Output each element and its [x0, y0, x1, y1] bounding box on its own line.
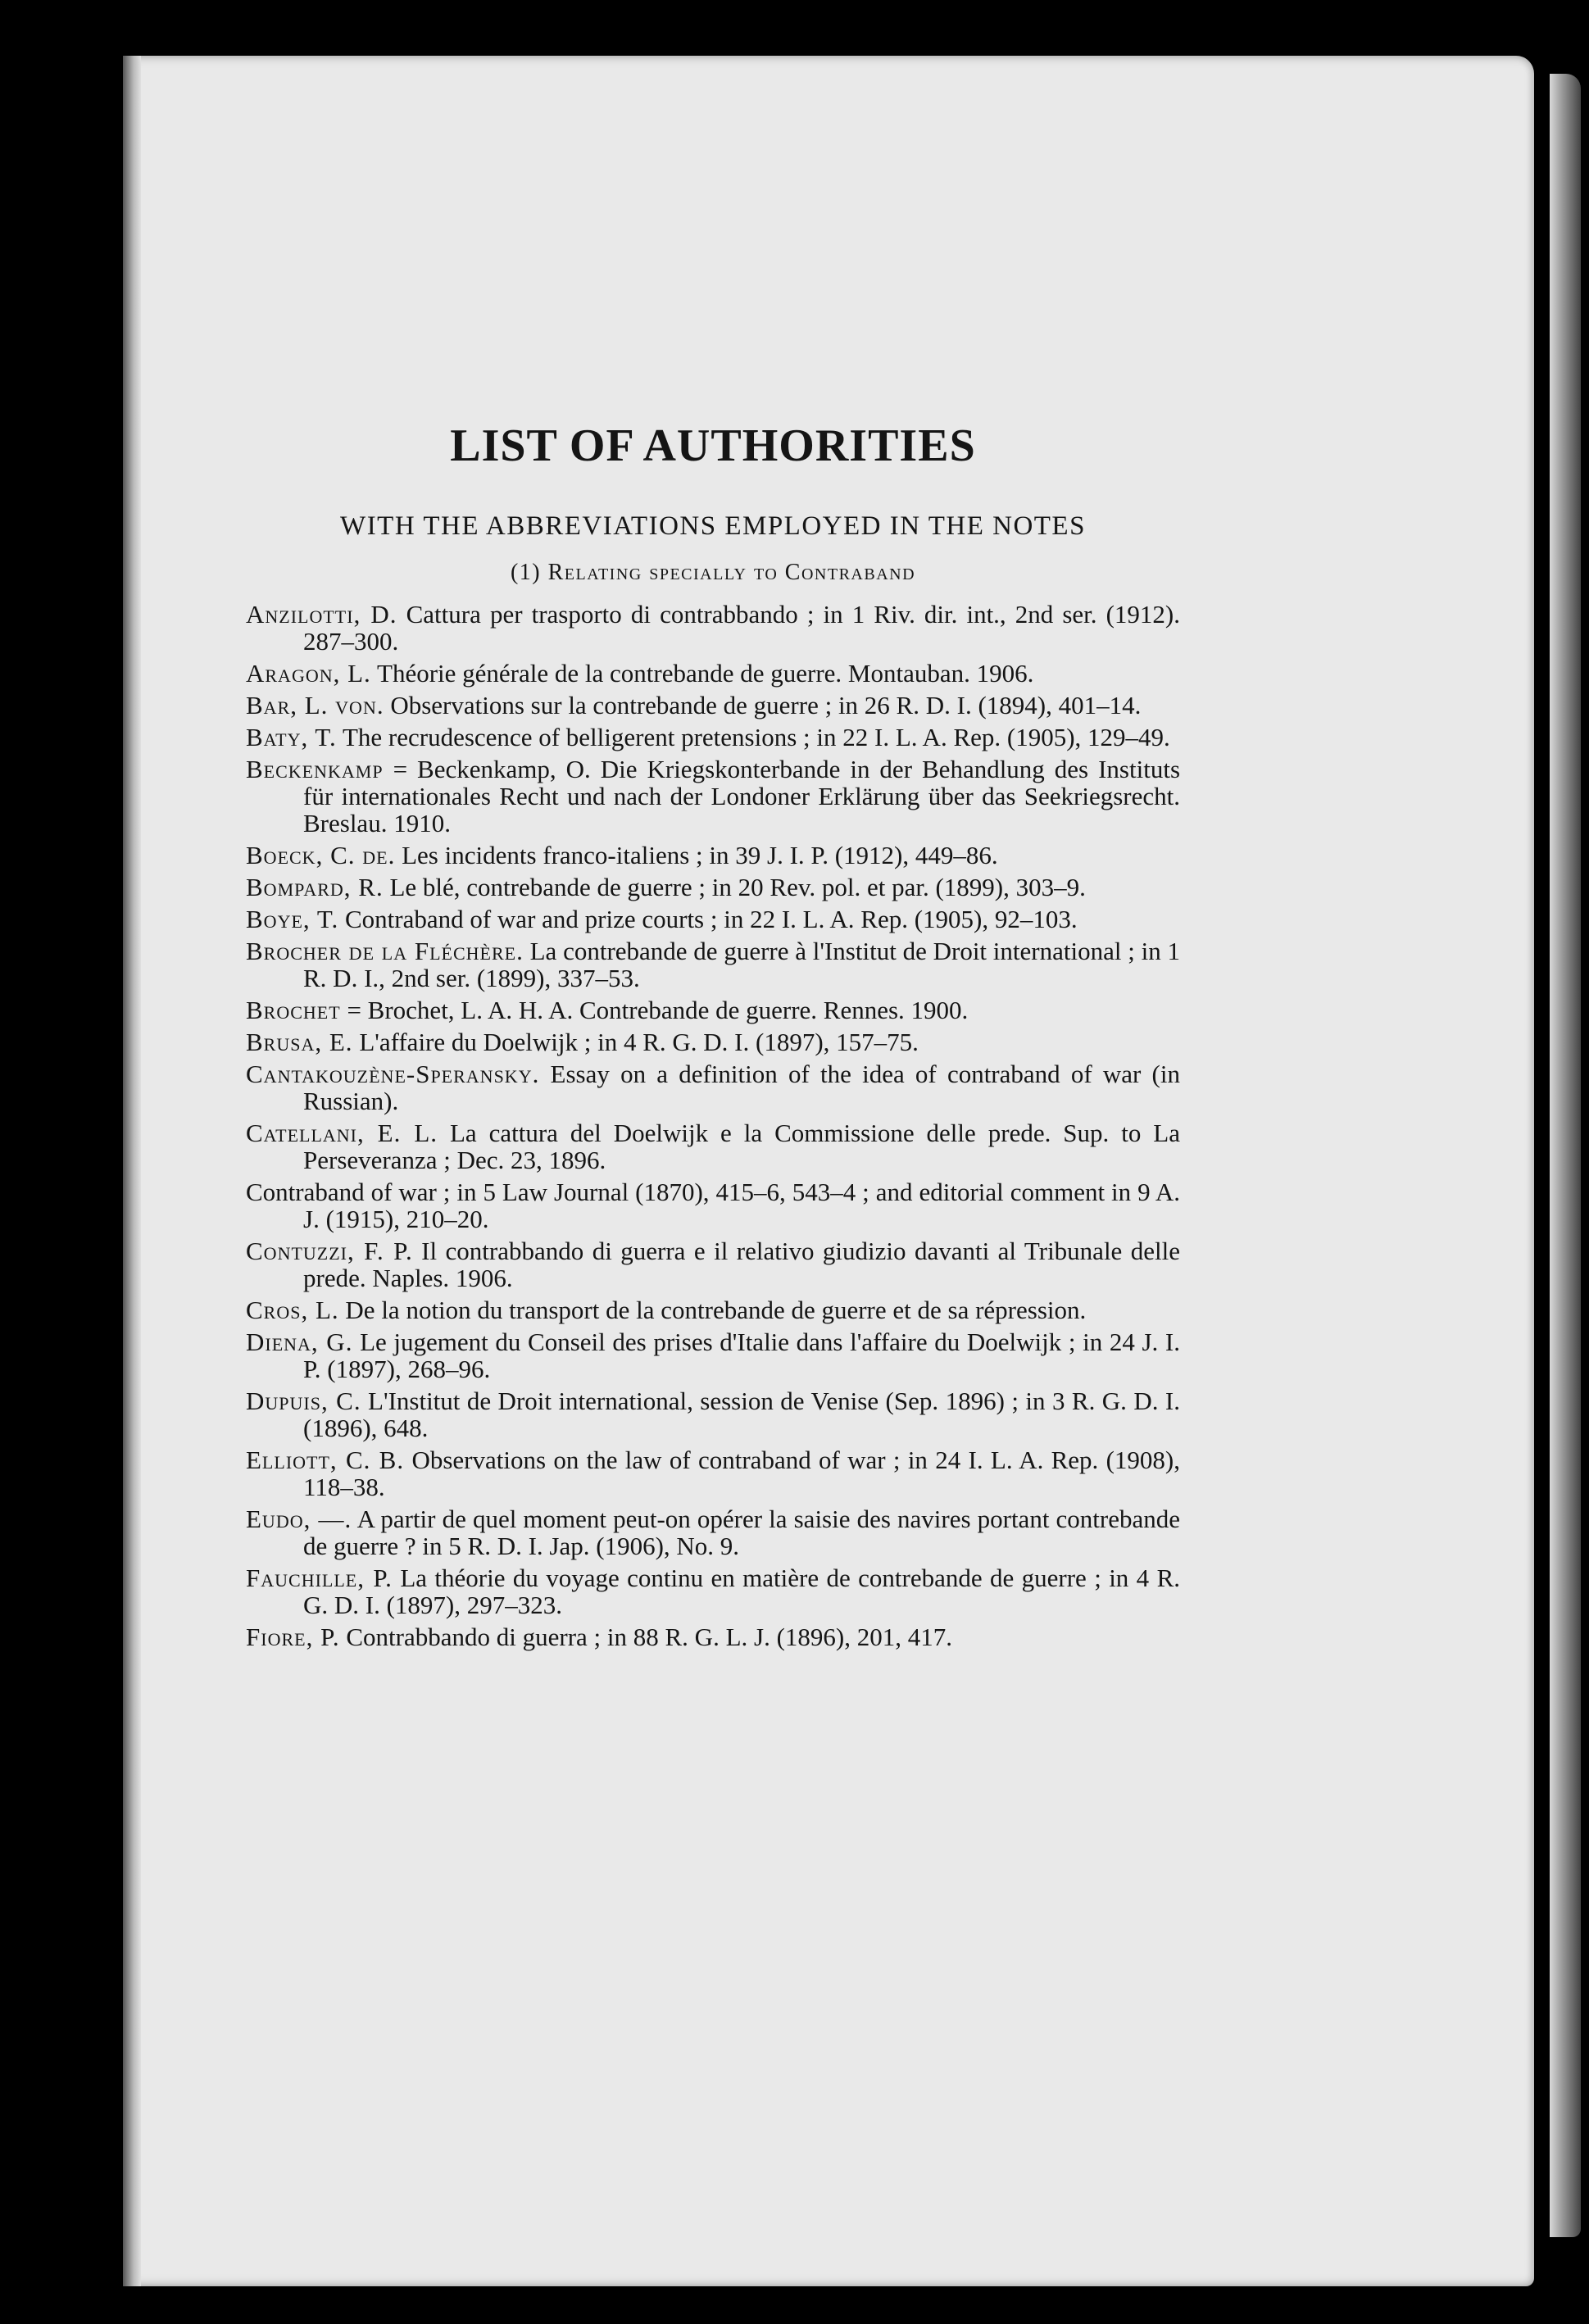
list-item	[246, 1446, 1180, 1500]
page-content	[246, 385, 1180, 1655]
page-title: LIST OF AUTHORITIES	[450, 420, 976, 471]
list-item	[246, 1564, 1180, 1618]
list-item	[246, 660, 1180, 687]
list-item	[246, 1119, 1180, 1173]
entry-text: = Beckenkamp, O. Die Kriegskonterbande in der Behandlung des Instituts für internationales Recht und nach der Londoner Erklärung über das Seekriegsrecht. Breslau. 1910.	[303, 755, 1181, 837]
entry-text: La contrebande de guerre à l'Institut de Droit international ; in 1 R. D. I., 2nd ser. (1899), 337–53.	[303, 937, 1180, 992]
list-item	[246, 1387, 1180, 1441]
entry-text: Théorie générale de la contrebande de guerre. Montauban. 1906.	[377, 659, 1034, 688]
entry-author: Aragon, L.	[246, 659, 371, 688]
entry-author: Brocher de la Fléchère.	[246, 937, 524, 965]
book-edge	[1550, 74, 1581, 2237]
list-item	[246, 724, 1180, 751]
entry-author: Beckenkamp	[246, 755, 384, 783]
entry-text: The recrudescence of belligerent pretensions ; in 22 I. L. A. Rep. (1905), 129–49.	[342, 723, 1170, 751]
entry-author: Catellani, E. L.	[246, 1119, 438, 1147]
entry-text: Le jugement du Conseil des prises d'Italie dans l'affaire du Doelwijk ; in 24 J. I. P. (1897), 268–96.	[303, 1328, 1181, 1383]
entry-author: Boye, T.	[246, 905, 339, 933]
list-item	[246, 692, 1180, 719]
authorities-list	[246, 601, 1180, 1650]
list-item	[246, 874, 1180, 901]
list-item	[246, 1028, 1180, 1055]
entry-author: Contuzzi, F. P.	[246, 1237, 413, 1265]
entry-text: L'affaire du Doelwijk ; in 4 R. G. D. I. (1897), 157–75.	[359, 1028, 919, 1056]
list-item	[246, 842, 1180, 869]
entry-author: Boeck, C. de.	[246, 841, 396, 869]
list-item	[246, 601, 1180, 655]
entry-text: L'Institut de Droit international, session de Venise (Sep. 1896) ; in 3 R. G. D. I. (1896), 648.	[303, 1387, 1181, 1442]
entry-author: Baty, T.	[246, 723, 337, 751]
entry-author: Fiore, P.	[246, 1623, 340, 1651]
list-item	[246, 1296, 1180, 1323]
list-item	[246, 1237, 1180, 1291]
entry-text: Essay on a definition of the idea of contraband of war (in Russian).	[303, 1060, 1180, 1115]
page-binding-shadow	[123, 56, 141, 2286]
entry-text: = Brochet, L. A. H. A. Contrebande de guerre. Rennes. 1900.	[347, 996, 969, 1024]
list-item	[246, 906, 1180, 933]
list-item	[246, 996, 1180, 1024]
entry-text: A partir de quel moment peut-on opérer la saisie des navires portant contrebande de guerre ? in 5 R. D. I. Jap. (1906), No. 9.	[303, 1505, 1180, 1560]
entry-text: Contraband of war ; in 5 Law Journal (1870), 415–6, 543–4 ; and editorial comment in 9 A. J. (1915), 210–20.	[246, 1178, 1180, 1233]
entry-author: Bompard, R.	[246, 873, 384, 901]
entry-text: La cattura del Doelwijk e la Commissione delle prede. Sup. to La Perseveranza ; Dec. 23, 1896.	[303, 1119, 1180, 1174]
entry-author: Fauchille, P.	[246, 1564, 393, 1592]
entry-author: Brochet	[246, 996, 341, 1024]
entry-author: Cros, L.	[246, 1296, 339, 1324]
entry-author: Bar, L. von.	[246, 691, 384, 719]
list-item	[246, 1060, 1180, 1114]
entry-text: De la notion du transport de la contrebande de guerre et de sa répression.	[345, 1296, 1087, 1324]
entry-author: Anzilotti, D.	[246, 600, 397, 629]
entry-text: Cattura per trasporto di contrabbando ; in 1 Riv. dir. int., 2nd ser. (1912). 287–300.	[303, 600, 1180, 656]
entry-author: Dupuis, C.	[246, 1387, 361, 1415]
list-item	[246, 1328, 1180, 1382]
entry-author: Cantakouzène-Speransky.	[246, 1060, 540, 1088]
page-subtitle: WITH THE ABBREVIATIONS EMPLOYED IN THE NOTES	[340, 511, 1086, 541]
entry-text: Il contrabbando di guerra e il relativo giudizio davanti al Tribunale delle prede. Naples. 1906.	[303, 1237, 1181, 1292]
list-item	[246, 1505, 1180, 1559]
entry-text: Observations sur la contrebande de guerre ; in 26 R. D. I. (1894), 401–14.	[390, 691, 1142, 719]
entry-text: Observations on the law of contraband of war ; in 24 I. L. A. Rep. (1908), 118–38.	[303, 1446, 1181, 1501]
entry-text: Le blé, contrebande de guerre ; in 20 Rev. pol. et par. (1899), 303–9.	[389, 873, 1086, 901]
section-heading: (1) Relating specially to Contraband	[510, 560, 916, 585]
entry-text: Contrabbando di guerra ; in 88 R. G. L. J. (1896), 201, 417.	[346, 1623, 952, 1651]
entry-text: Les incidents franco-italiens ; in 39 J. I. P. (1912), 449–86.	[402, 841, 998, 869]
entry-text: Contraband of war and prize courts ; in 22 I. L. A. Rep. (1905), 92–103.	[344, 905, 1078, 933]
entry-author: Brusa, E.	[246, 1028, 353, 1056]
entry-author: Eudo, —.	[246, 1505, 352, 1533]
entry-author: Elliott, C. B.	[246, 1446, 405, 1474]
list-item	[246, 1623, 1180, 1650]
list-item	[246, 1178, 1180, 1232]
entry-text: La théorie du voyage continu en matière de contrebande de guerre ; in 4 R. G. D. I. (1897), 297–323.	[303, 1564, 1181, 1619]
list-item	[246, 937, 1180, 992]
list-item	[246, 756, 1180, 837]
entry-author: Diena, G.	[246, 1328, 353, 1356]
